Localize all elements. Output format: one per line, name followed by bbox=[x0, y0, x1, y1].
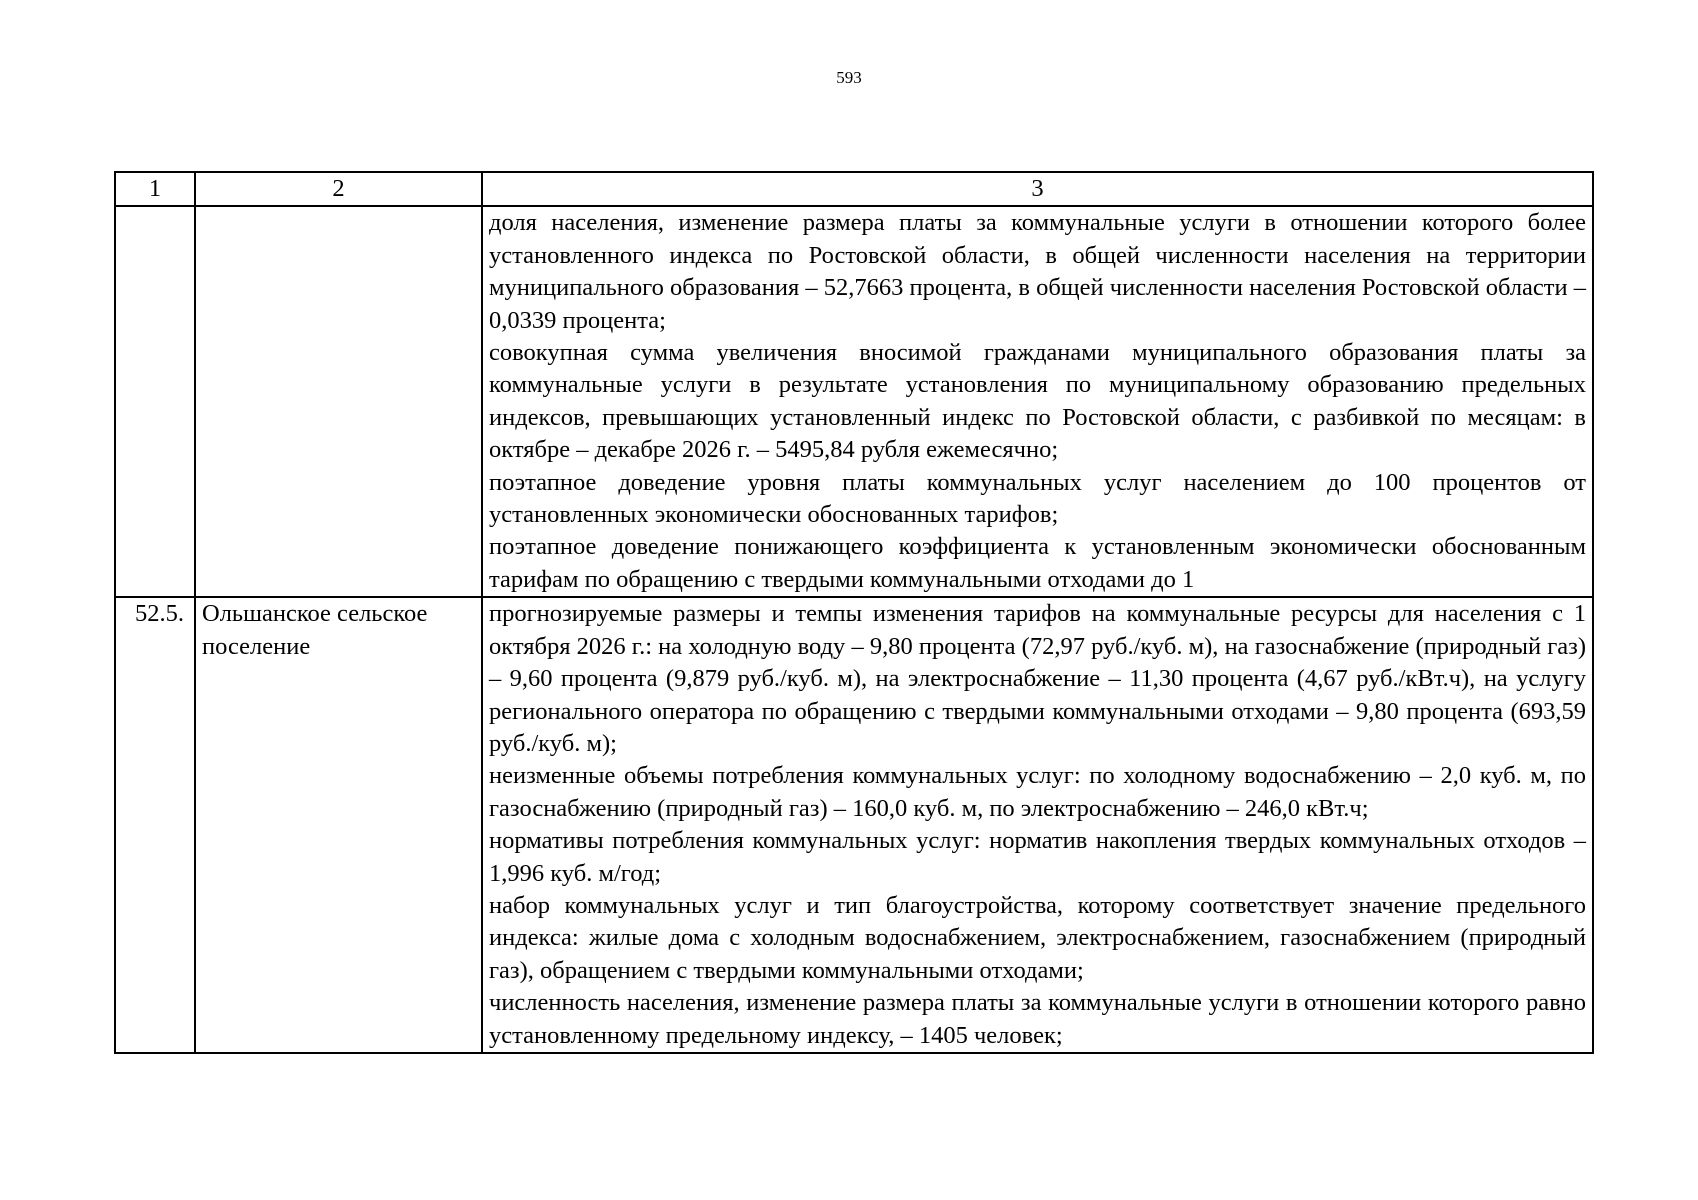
table-header-row bbox=[115, 172, 1593, 206]
row-number-cell: 52.5. bbox=[115, 597, 195, 1053]
paragraph: неизменные объемы потребления коммунальных услуг: по холодному водоснабжению – 2,0 куб. м, по газоснабжению (природный газ) – 160,0 куб. м, по электроснабжению – 246,0 кВт.ч; bbox=[489, 762, 1586, 822]
page-number: 593 bbox=[836, 68, 862, 87]
paragraph: набор коммунальных услуг и тип благоустройства, которому соответствует значение предельного индекса: жилые дома с холодным водоснабжением, электроснабжением, газоснабжением (природный газ), обращением с твердыми коммунальными отходами; bbox=[489, 891, 1586, 984]
paragraph: нормативы потребления коммунальных услуг: норматив накопления твердых коммунальных отходов – 1,996 куб. м/год; bbox=[489, 827, 1586, 887]
table-row bbox=[115, 597, 1593, 1053]
paragraph: доля населения, изменение размера платы за коммунальные услуги в отношении которого более установленного индекса по Ростовской области, в общей численности населения на территории муниципального образования – 52,7663 процента, в общей численности населения Ростовской области – 0,0339 процента; bbox=[489, 209, 1586, 334]
description-cell bbox=[482, 206, 1593, 597]
paragraph: совокупная сумма увеличения вносимой гражданами муниципального образования платы за коммунальные услуги в результате установления по муниципальному образованию предельных индексов, превышающих установленный индекс по Ростовской области, с разбивкой по месяцам: в октябре – декабре 2026 г. – 5495,84 рубля ежемесячно; bbox=[489, 339, 1586, 464]
paragraph: поэтапное доведение понижающего коэффициента к установленным экономически обоснованным тарифам по обращению с твердыми коммунальными отходами до 1 bbox=[489, 533, 1586, 593]
tariff-table bbox=[114, 171, 1594, 1054]
description-cell bbox=[482, 597, 1593, 1053]
paragraph: численность населения, изменение размера платы за коммунальные услуги в отношении которого равно установленному предельному индексу, – 1405 человек; bbox=[489, 989, 1586, 1049]
column-header-2: 2 bbox=[195, 172, 482, 206]
column-header-1: 1 bbox=[115, 172, 195, 206]
municipality-name-cell: Ольшанское сельское поселение bbox=[195, 597, 482, 1053]
table-row bbox=[115, 206, 1593, 597]
column-header-3: 3 bbox=[482, 172, 1593, 206]
row-number-cell bbox=[115, 206, 195, 597]
paragraph: прогнозируемые размеры и темпы изменения тарифов на коммунальные ресурсы для населения с 1 октября 2026 г.: на холодную воду – 9,80 процента (72,97 руб./куб. м), на газоснабжение (природный газ) – 9,60 процента (9,879 руб./куб. м), на электроснабжение – 11,30 процента (4,67 руб./кВт.ч), на услугу регионального оператора по обращению с твердыми коммунальными отходами – 9,80 процента (693,59 руб./куб. м); bbox=[489, 600, 1586, 757]
paragraph: поэтапное доведение уровня платы коммунальных услуг населением до 100 процентов от установленных экономически обоснованных тарифов; bbox=[489, 468, 1586, 529]
municipality-name-cell bbox=[195, 206, 482, 597]
